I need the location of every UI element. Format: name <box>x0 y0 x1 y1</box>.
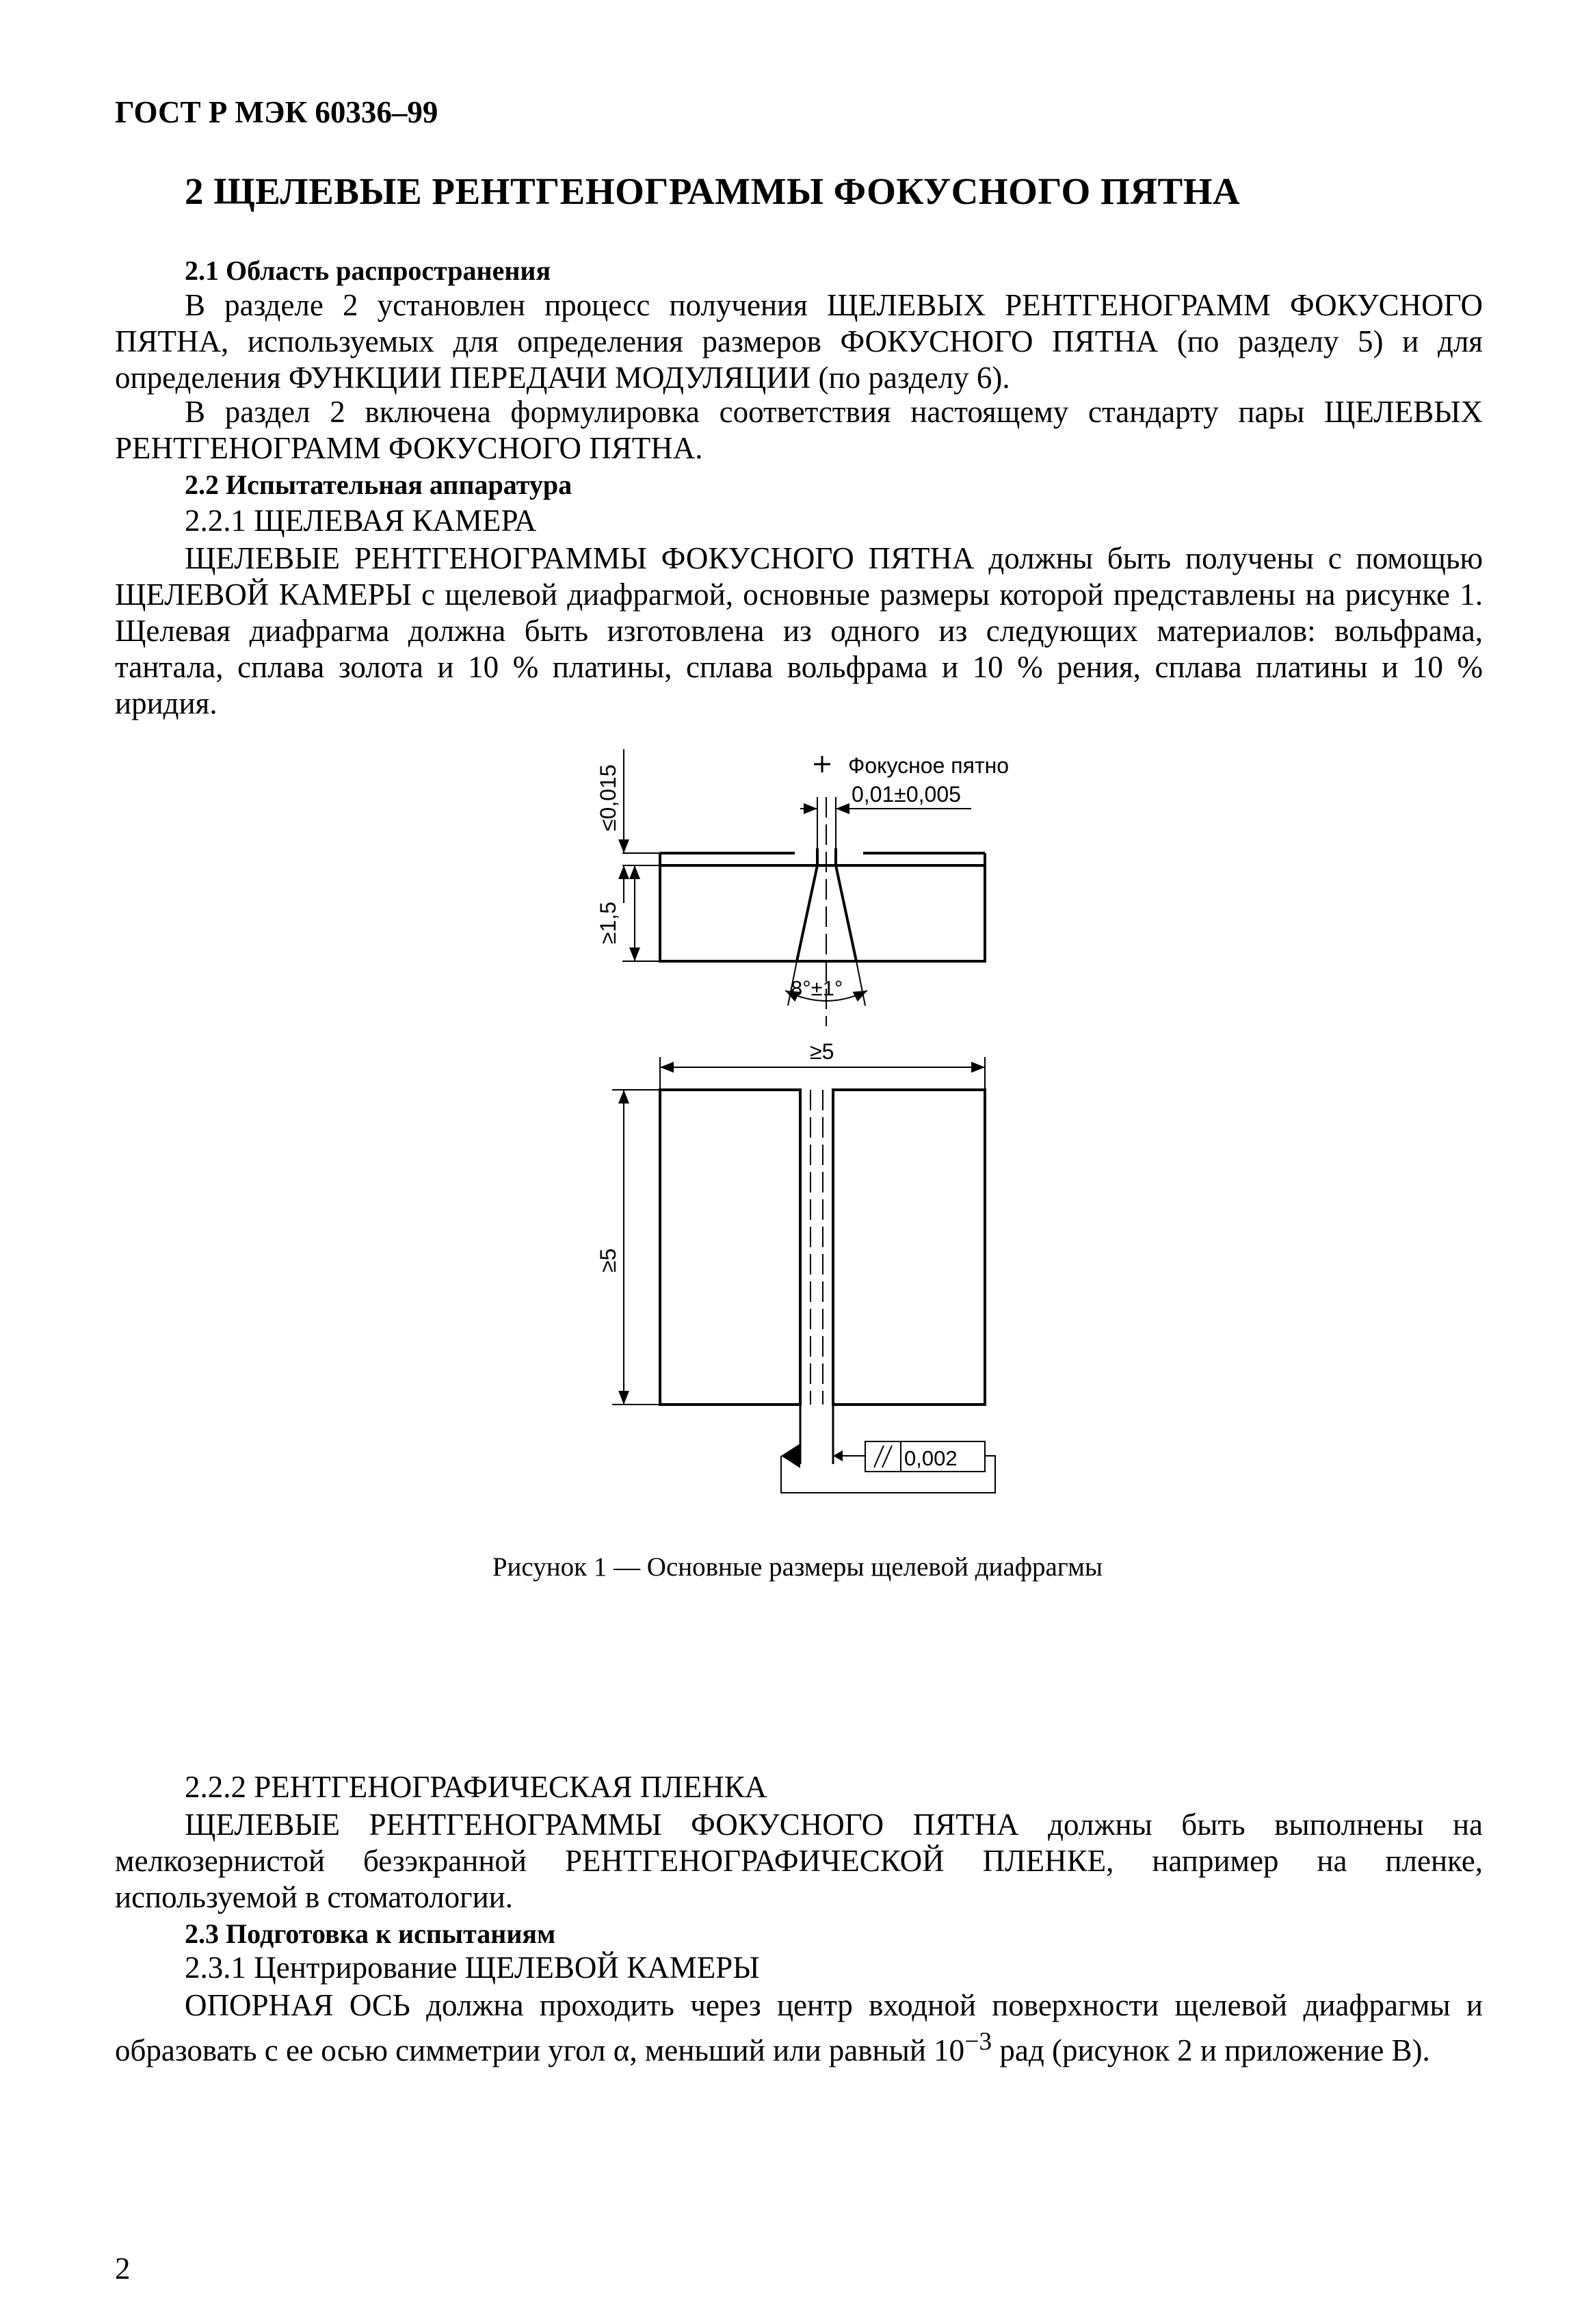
slit-width-label: 0,01±0,005 <box>852 782 961 807</box>
length-dim-label: ≥5 <box>596 1248 620 1272</box>
section-title: 2 ЩЕЛЕВЫЕ РЕНТГЕНОГРАММЫ ФОКУСНОГО ПЯТНА <box>185 170 1241 212</box>
paragraph-2-3-1 <box>115 1987 1483 2069</box>
focal-spot-label: Фокусное пятно <box>848 753 1010 778</box>
plate-front-right <box>833 1090 985 1405</box>
plate-cross-section <box>660 865 985 961</box>
figure-caption: Рисунок 1 — Основные размеры щелевой диафрагмы <box>492 1552 1103 1582</box>
width-dim-label: ≥5 <box>810 1039 834 1064</box>
top-layer-dim-label: ≤0,015 <box>596 764 620 831</box>
clause-2-2-2-title: 2.2.2 РЕНТГЕНОГРАФИЧЕСКАЯ ПЛЕНКА <box>185 1770 767 1804</box>
tolerance-value: 0,002 <box>904 1446 958 1470</box>
document-header: ГОСТ Р МЭК 60336–99 <box>115 95 438 129</box>
clause-2-2-1-title: 2.2.1 ЩЕЛЕВАЯ КАМЕРА <box>185 504 537 538</box>
subsection-2-3-heading: 2.3 Подготовка к испытаниям <box>185 1918 556 1949</box>
page-number: 2 <box>115 2251 131 2286</box>
subsection-2-1-heading: 2.1 Область распространения <box>185 255 551 286</box>
exponent: −3 <box>964 2028 992 2056</box>
paragraph-2-2-2: ЩЕЛЕВЫЕ РЕНТГЕНОГРАММЫ ФОКУСНОГО ПЯТНА должны быть выполнены на мелкозернистой безэкранной РЕНТГЕНОГРАФИЧЕСКОЙ ПЛЕНКЕ, например на пленке, используемой в стоматологии. <box>115 1807 1483 1914</box>
angle-label: 8°±1° <box>791 976 843 1000</box>
paragraph-2-3-1-text-b: рад (рисунок 2 и приложение В). <box>992 2033 1430 2067</box>
paragraph-2-1-scope: В разделе 2 установлен процесс получения ЩЕЛЕВЫХ РЕНТГЕНОГРАММ ФОКУСНОГО ПЯТНА, используемых для определения размеров ФОКУСНОГО ПЯТНА (по разделу 5) и для определения ФУНКЦИИ ПЕРЕДАЧИ МОДУЛЯЦИИ (по разделу 6). <box>115 288 1483 395</box>
subsection-2-2-heading: 2.2 Испытательная аппаратура <box>185 469 572 500</box>
thickness-dim-label: ≥1,5 <box>596 901 620 944</box>
plate-front-left <box>660 1090 800 1405</box>
clause-2-3-1-title: 2.3.1 Центрирование ЩЕЛЕВОЙ КАМЕРЫ <box>185 1950 760 1985</box>
paragraph-2-3-1-text-a: ОПОРНАЯ ОСЬ должна проходить через центр входной поверхности щелевой диафрагмы и образовать с ее осью симметрии угол α, меньший или равный 10 <box>115 1988 1483 2067</box>
paragraph-2-2-1: ЩЕЛЕВЫЕ РЕНТГЕНОГРАММЫ ФОКУСНОГО ПЯТНА должны быть получены с помощью ЩЕЛЕВОЙ КАМЕРЫ с щелевой диафрагмой, основные размеры которой представлены на рисунке 1. Щелевая диафрагма должна быть изготовлена из одного из следующих материалов: вольфрама, тантала, сплава золота и 10 % платины, сплава вольфрама и 10 % рения, сплава платины и 10 % иридия. <box>115 541 1483 720</box>
paragraph-2-1-conformance: В раздел 2 включена формулировка соответствия настоящему стандарту пары ЩЕЛЕВЫХ РЕНТГЕНОГРАММ ФОКУСНОГО ПЯТНА. <box>115 395 1483 465</box>
